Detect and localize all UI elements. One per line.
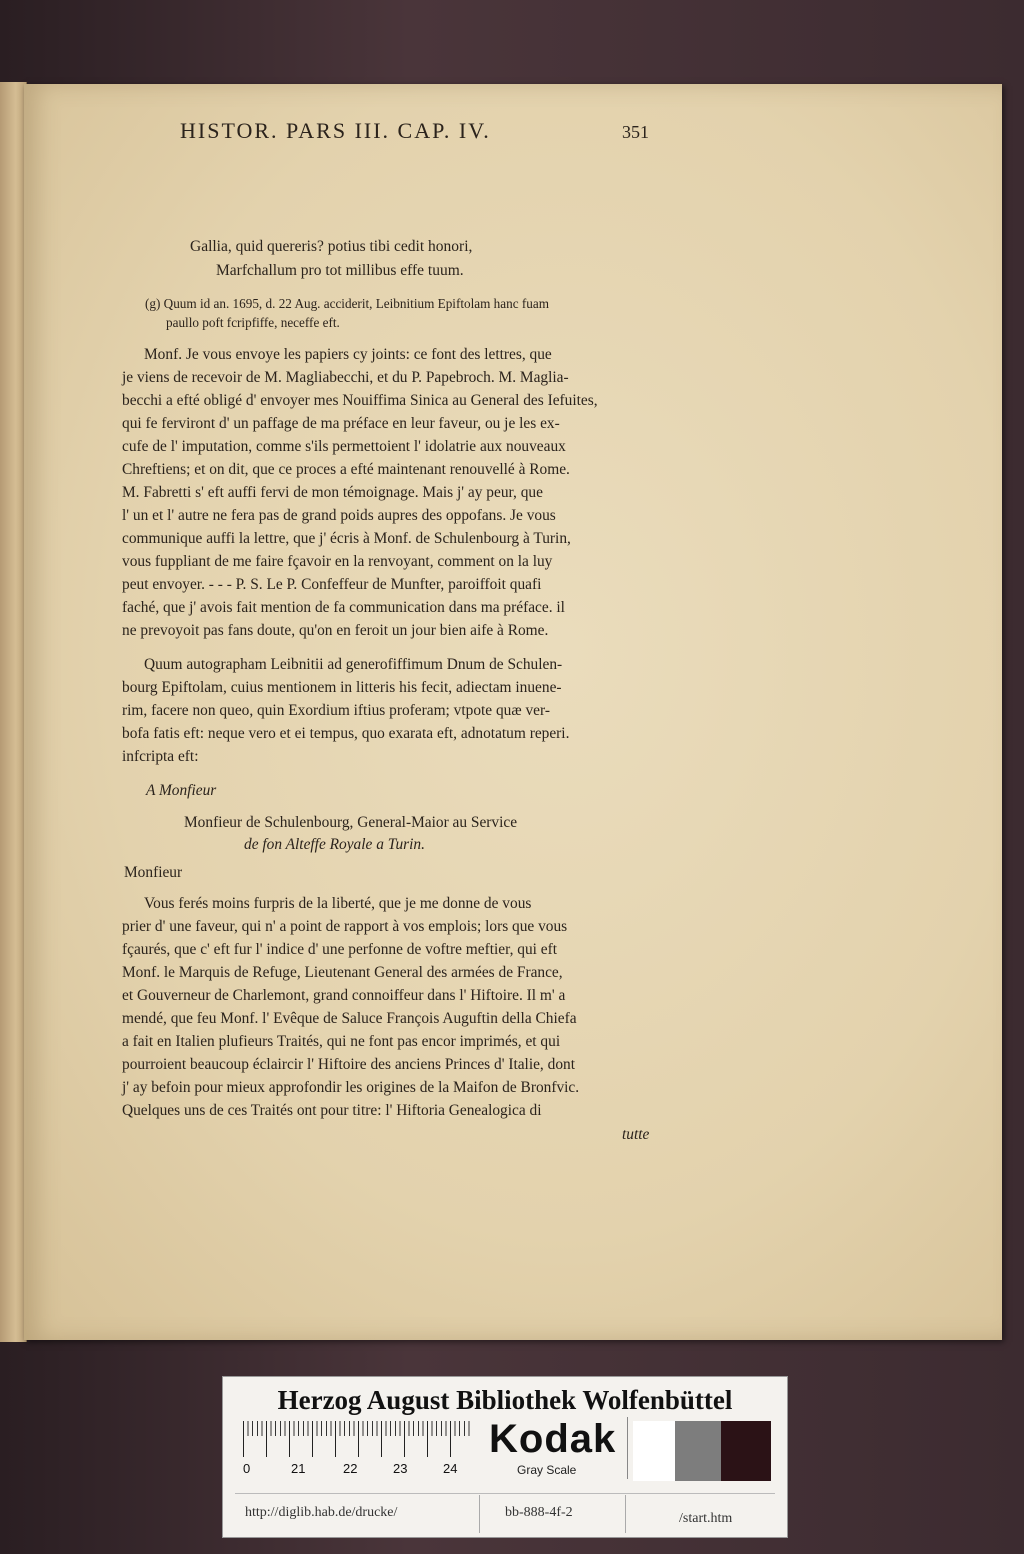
ruler-number: 23 [393,1461,408,1476]
text-line: Chreftiens; et on dit, que ce proces a efté maintenant renouvellé à Rome. [122,461,570,478]
shelfmark: bb-888-4f-2 [505,1505,573,1520]
text-line: a fait en Italien plufieurs Traités, qui ne font pas encor imprimés, et qui [122,1033,561,1050]
verse-line: Marfchallum pro tot millibus effe tuum. [216,262,464,279]
start-page-link: /start.htm [679,1511,733,1526]
text-line: becchi a efté obligé d' envoyer mes Nouiffima Sinica au General des Iefuites, [122,392,598,409]
ruler-number: 22 [343,1461,358,1476]
card-separator [625,1495,626,1533]
card-separator [479,1495,480,1533]
address-line: Monfieur de Schulenbourg, General-Maior au Service [184,814,518,831]
gray-patch-dark [721,1421,771,1481]
text-line: M. Fabretti s' eft auffi fervi de mon témoignage. Mais j' ay peur, que [122,484,543,501]
color-calibration-card [222,1376,788,1538]
text-line: qui fe ferviront d' un paffage de ma préface en leur faveur, ou je les ex- [122,415,560,432]
kodak-logo: Kodak [489,1417,617,1461]
footnote-line: (g) Quum id an. 1695, d. 22 Aug. acciderit, Leibnitium Epiftolam hanc fuam [145,296,549,311]
running-head-title: HISTOR. PARS III. CAP. IV. [180,118,491,143]
text-line: pourroient beaucoup éclaircir l' Hiftoire des anciens Princes d' Italie, dont [122,1056,575,1073]
text-line: vous fuppliant de me faire fçavoir en la renvoyant, comment on la luy [122,553,553,570]
text-line: Vous ferés moins furpris de la liberté, que je me donne de vous [144,895,532,912]
digital-library-url: http://diglib.hab.de/drucke/ [245,1505,398,1520]
ruler-number: 24 [443,1461,458,1476]
text-line: cufe de l' imputation, comme s'ils permettoient l' idolatrie aux nouveaux [122,438,566,455]
card-divider [235,1493,775,1494]
address-line: de fon Alteffe Royale a Turin. [244,836,425,853]
text-line: rim, facere non queo, quin Exordium iftius proferam; vtpote quæ ver- [122,702,550,719]
text-line: Monf. le Marquis de Refuge, Lieutenant General des armées de France, [122,964,563,981]
text-line: Quelques uns de ces Traités ont pour titre: l' Hiftoria Genealogica di [122,1102,542,1119]
text-line: l' un et l' autre ne fera pas de grand poids aupres des oppofans. Je vous [122,507,556,524]
gray-scale-label: Gray Scale [517,1463,577,1477]
text-line: fçaurés, que c' eft fur l' indice d' une perfonne de voftre meftier, qui eft [122,941,558,958]
text-line: faché, que j' avois fait mention de fa communication dans ma préface. il [122,599,565,616]
text-line: peut envoyer. - - - P. S. Le P. Confeffeur de Munfter, paroiffoit quafi [122,576,542,593]
text-line: je viens de recevoir de M. Magliabecchi, et du P. Papebroch. M. Maglia- [122,369,569,386]
text-line: mendé, que feu Monf. l' Evêque de Saluce François Auguftin della Chiefa [122,1010,577,1027]
letter-greeting: Monfieur [124,864,183,881]
address-salutation: A Monfieur [146,782,217,799]
footnote-line: paullo poft fcripfiffe, neceffe eft. [166,315,340,330]
text-line: ne prevoyoit pas fans doute, qu'on en feroit un jour bien aife à Rome. [122,622,549,639]
text-line: prier d' une faveur, qui n' a point de rapport à vos emplois; lors que vous [122,918,568,935]
text-line: Monf. Je vous envoye les papiers cy joints: ce font des lettres, que [144,346,552,363]
ruler-number: 0 [243,1461,251,1476]
text-line: j' ay befoin pour mieux approfondir les origines de la Maifon de Bronfvic. [122,1079,580,1096]
ruler-number: 21 [291,1461,306,1476]
text-line: Quum autographam Leibnitii ad generofiffimum Dnum de Schulen- [144,656,563,673]
gray-patch-mid [675,1421,721,1481]
catchword: tutte [622,1126,650,1143]
text-line: et Gouverneur de Charlemont, grand connoiffeur dans l' Hiftoire. Il m' a [122,987,566,1004]
library-name: Herzog August Bibliothek Wolfenbüttel [277,1385,733,1415]
text-line: bofa fatis eft: neque vero et ei tempus, quo exarata eft, adnotatum reperi. [122,725,570,742]
text-line: bourg Epiftolam, cuius mentionem in litteris his fecit, adiectam inuene- [122,679,562,696]
text-line: infcripta eft: [122,748,199,765]
previous-page-edge [0,82,27,1342]
running-head [0,118,1024,152]
text-line: communique auffi la lettre, que j' écris à Monf. de Schulenbourg à Turin, [122,530,571,547]
verse-line: Gallia, quid quereris? potius tibi cedit honori, [190,238,473,255]
page-number: 351 [622,122,649,142]
ruler-major-ticks [243,1421,471,1457]
gray-patch-white [633,1421,675,1481]
